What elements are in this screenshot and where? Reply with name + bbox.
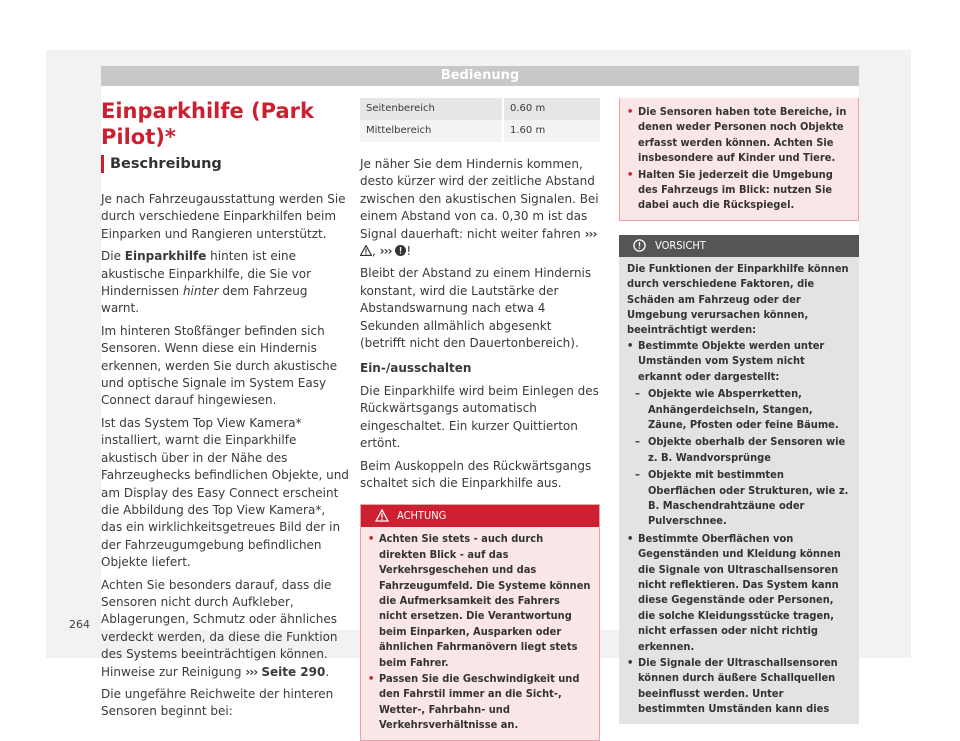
- page-number: 264: [69, 618, 90, 631]
- paragraph: Im hinteren Stoßfänger befinden sich Sensoren. Wenn diese ein Hindernis erkennen, werden Sie durch akustische und optische Signale im System Easy Connect darauf hingewiesen.: [101, 323, 338, 408]
- achtung-continuation-box: [619, 98, 859, 221]
- cross-reference-link[interactable]: Seite 290: [257, 664, 326, 679]
- warning-triangle-icon: [360, 245, 372, 256]
- vorsicht-caution-box: [619, 235, 859, 724]
- sensor-range-table: [360, 98, 600, 142]
- vorsicht-body: [619, 257, 859, 724]
- list-item: • Achten Sie stets - auch durch direkten Blick - auf das Verkehrsgeschehen und das Fahrzeugumfeld. Die Systeme können die Aufmerksamkeit des Fahrers nicht ersetzen. Die Verantwortung beim Einparken, Ausparken oder ähnlichen Fahrmanövern liegt stets beim Fahrer.: [368, 532, 591, 669]
- cross-reference-arrow: ›››: [379, 244, 392, 259]
- cross-reference-arrow: ›››: [245, 664, 258, 679]
- section-subtitle: Beschreibung: [101, 155, 349, 173]
- achtung-warning-box: [360, 504, 600, 740]
- table-cell-value: 0.60 m: [503, 98, 600, 120]
- list-item: • Passen Sie die Geschwindigkeit und den Fahrstil immer an die Sicht-, Wetter-, Fahrbahn- und Verkehrsverhältnisse an.: [368, 671, 580, 732]
- sub-list-item: – Objekte wie Absperrketten, Anhängerdeichseln, Stangen, Zäune, Pfosten oder feine Bäume.: [635, 387, 839, 431]
- achtung-continuation-body: [620, 98, 858, 220]
- caution-circle-icon: [633, 239, 646, 252]
- cross-reference-arrow: ›››: [584, 226, 597, 241]
- page-title: Einparkhilfe (Park Pilot)*: [101, 99, 314, 149]
- paragraph: Achten Sie besonders darauf, dass die Sensoren nicht durch Aufkleber, Ablagerungen, Schmutz oder ähnliches verdeckt werden, da diese die Funktion des Systems beeinträchtigen können. Hinweise zur Reinigung ››› Seite 290.: [101, 577, 338, 679]
- list-item: • Bestimmte Objekte werden unter Umständen vom System nicht erkannt oder dargestellt:: [627, 338, 825, 383]
- sub-list-item: – Objekte oberhalb der Sensoren wie z. B. Wandvorsprünge: [635, 435, 846, 464]
- paragraph: Die Einparkhilfe hinten ist eine akustische Einparkhilfe, die Sie vor Hindernissen hinter dem Fahrzeug warnt.: [101, 249, 312, 316]
- column-left: [101, 92, 349, 726]
- paragraph: Ist das System Top View Kamera* installiert, warnt die Einparkhilfe akustisch über in der Nähe des Fahrzeughecks befindlichen Objekte, und am Display des Easy Connect erscheint die Abbildung des Top View Kamera*, das ein wirklichkeitsgetreues Bild der in der Fahrzeugumgebung befindlichen Objekte liefert.: [101, 415, 349, 570]
- paragraph: Beim Auskoppeln des Rückwärtsgangs schaltet sich die Einparkhilfe aus.: [360, 458, 592, 490]
- sub-list-item: – Objekte mit bestimmten Oberflächen oder Strukturen, wie z. B. Maschendrahtzäune oder Pulverschnee.: [635, 468, 849, 528]
- column-middle: [360, 98, 600, 741]
- info-circle-icon: [395, 245, 406, 256]
- achtung-header: ACHTUNG: [361, 505, 599, 527]
- list-item: • Die Signale der Ultraschallsensoren können durch äußere Schallquellen beeinflusst werden. Unter bestimmten Umständen kann dies: [627, 656, 838, 716]
- column-right: [619, 98, 859, 724]
- paragraph: Bleibt der Abstand zu einem Hindernis konstant, wird die Lautstärke der Abstandswarnung nach etwa 4 Sekunden allmählich abgesenkt (betrifft nicht den Dauertonbereich).: [360, 266, 592, 351]
- list-item: • Die Sensoren haben tote Bereiche, in denen weder Personen noch Objekte erfasst werden können. Achten Sie insbesondere auf Kinder und Tiere.: [627, 105, 847, 165]
- list-item: • Bestimmte Oberflächen von Gegenständen und Kleidung können die Signale von Ultraschallsensoren nicht reflektieren. Das System kann diese Gegenstände oder Personen, die solche Kleidungsstücke tragen, nicht erfassen oder nicht richtig erkennen.: [627, 531, 841, 653]
- vorsicht-intro: Die Funktionen der Einparkhilfe können durch verschiedene Faktoren, die Schäden am Fahrzeug oder der Umgebung verursachen können, beeinträchtigt werden:: [627, 261, 849, 337]
- page-content: [101, 86, 859, 732]
- paragraph: Die Einparkhilfe wird beim Einlegen des Rückwärtsgangs automatisch eingeschaltet. Ein kurzer Quittierton ertönt.: [360, 383, 599, 451]
- list-item: • Halten Sie jederzeit die Umgebung des Fahrzeugs im Blick: nutzen Sie dabei auch die Rückspiegel.: [627, 167, 833, 212]
- table-row: [360, 120, 600, 142]
- paragraph: Je näher Sie dem Hindernis kommen, desto kürzer wird der zeitliche Abstand zwischen den akustischen Signalen. Bei einem Abstand von ca. 0,30 m ist das Signal dauerhaft: nicht weiter fahren ››› , ››› !: [360, 157, 599, 259]
- table-cell-label: Seitenbereich: [360, 98, 503, 120]
- vorsicht-header: VORSICHT: [619, 235, 859, 257]
- paragraph: Die ungefähre Reichweite der hinteren Sensoren beginnt bei:: [101, 686, 334, 719]
- section-heading: Ein-/ausschalten: [360, 361, 472, 376]
- warning-triangle-icon: [375, 509, 389, 522]
- table-row: [360, 98, 600, 120]
- table-cell-label: Mittelbereich: [360, 120, 503, 142]
- paragraph: Je nach Fahrzeugausstattung werden Sie durch verschiedene Einparkhilfen beim Einparken und Rangieren unterstützt.: [101, 192, 346, 241]
- section-header: Bedienung: [101, 66, 859, 86]
- table-cell-value: 1.60 m: [503, 120, 600, 142]
